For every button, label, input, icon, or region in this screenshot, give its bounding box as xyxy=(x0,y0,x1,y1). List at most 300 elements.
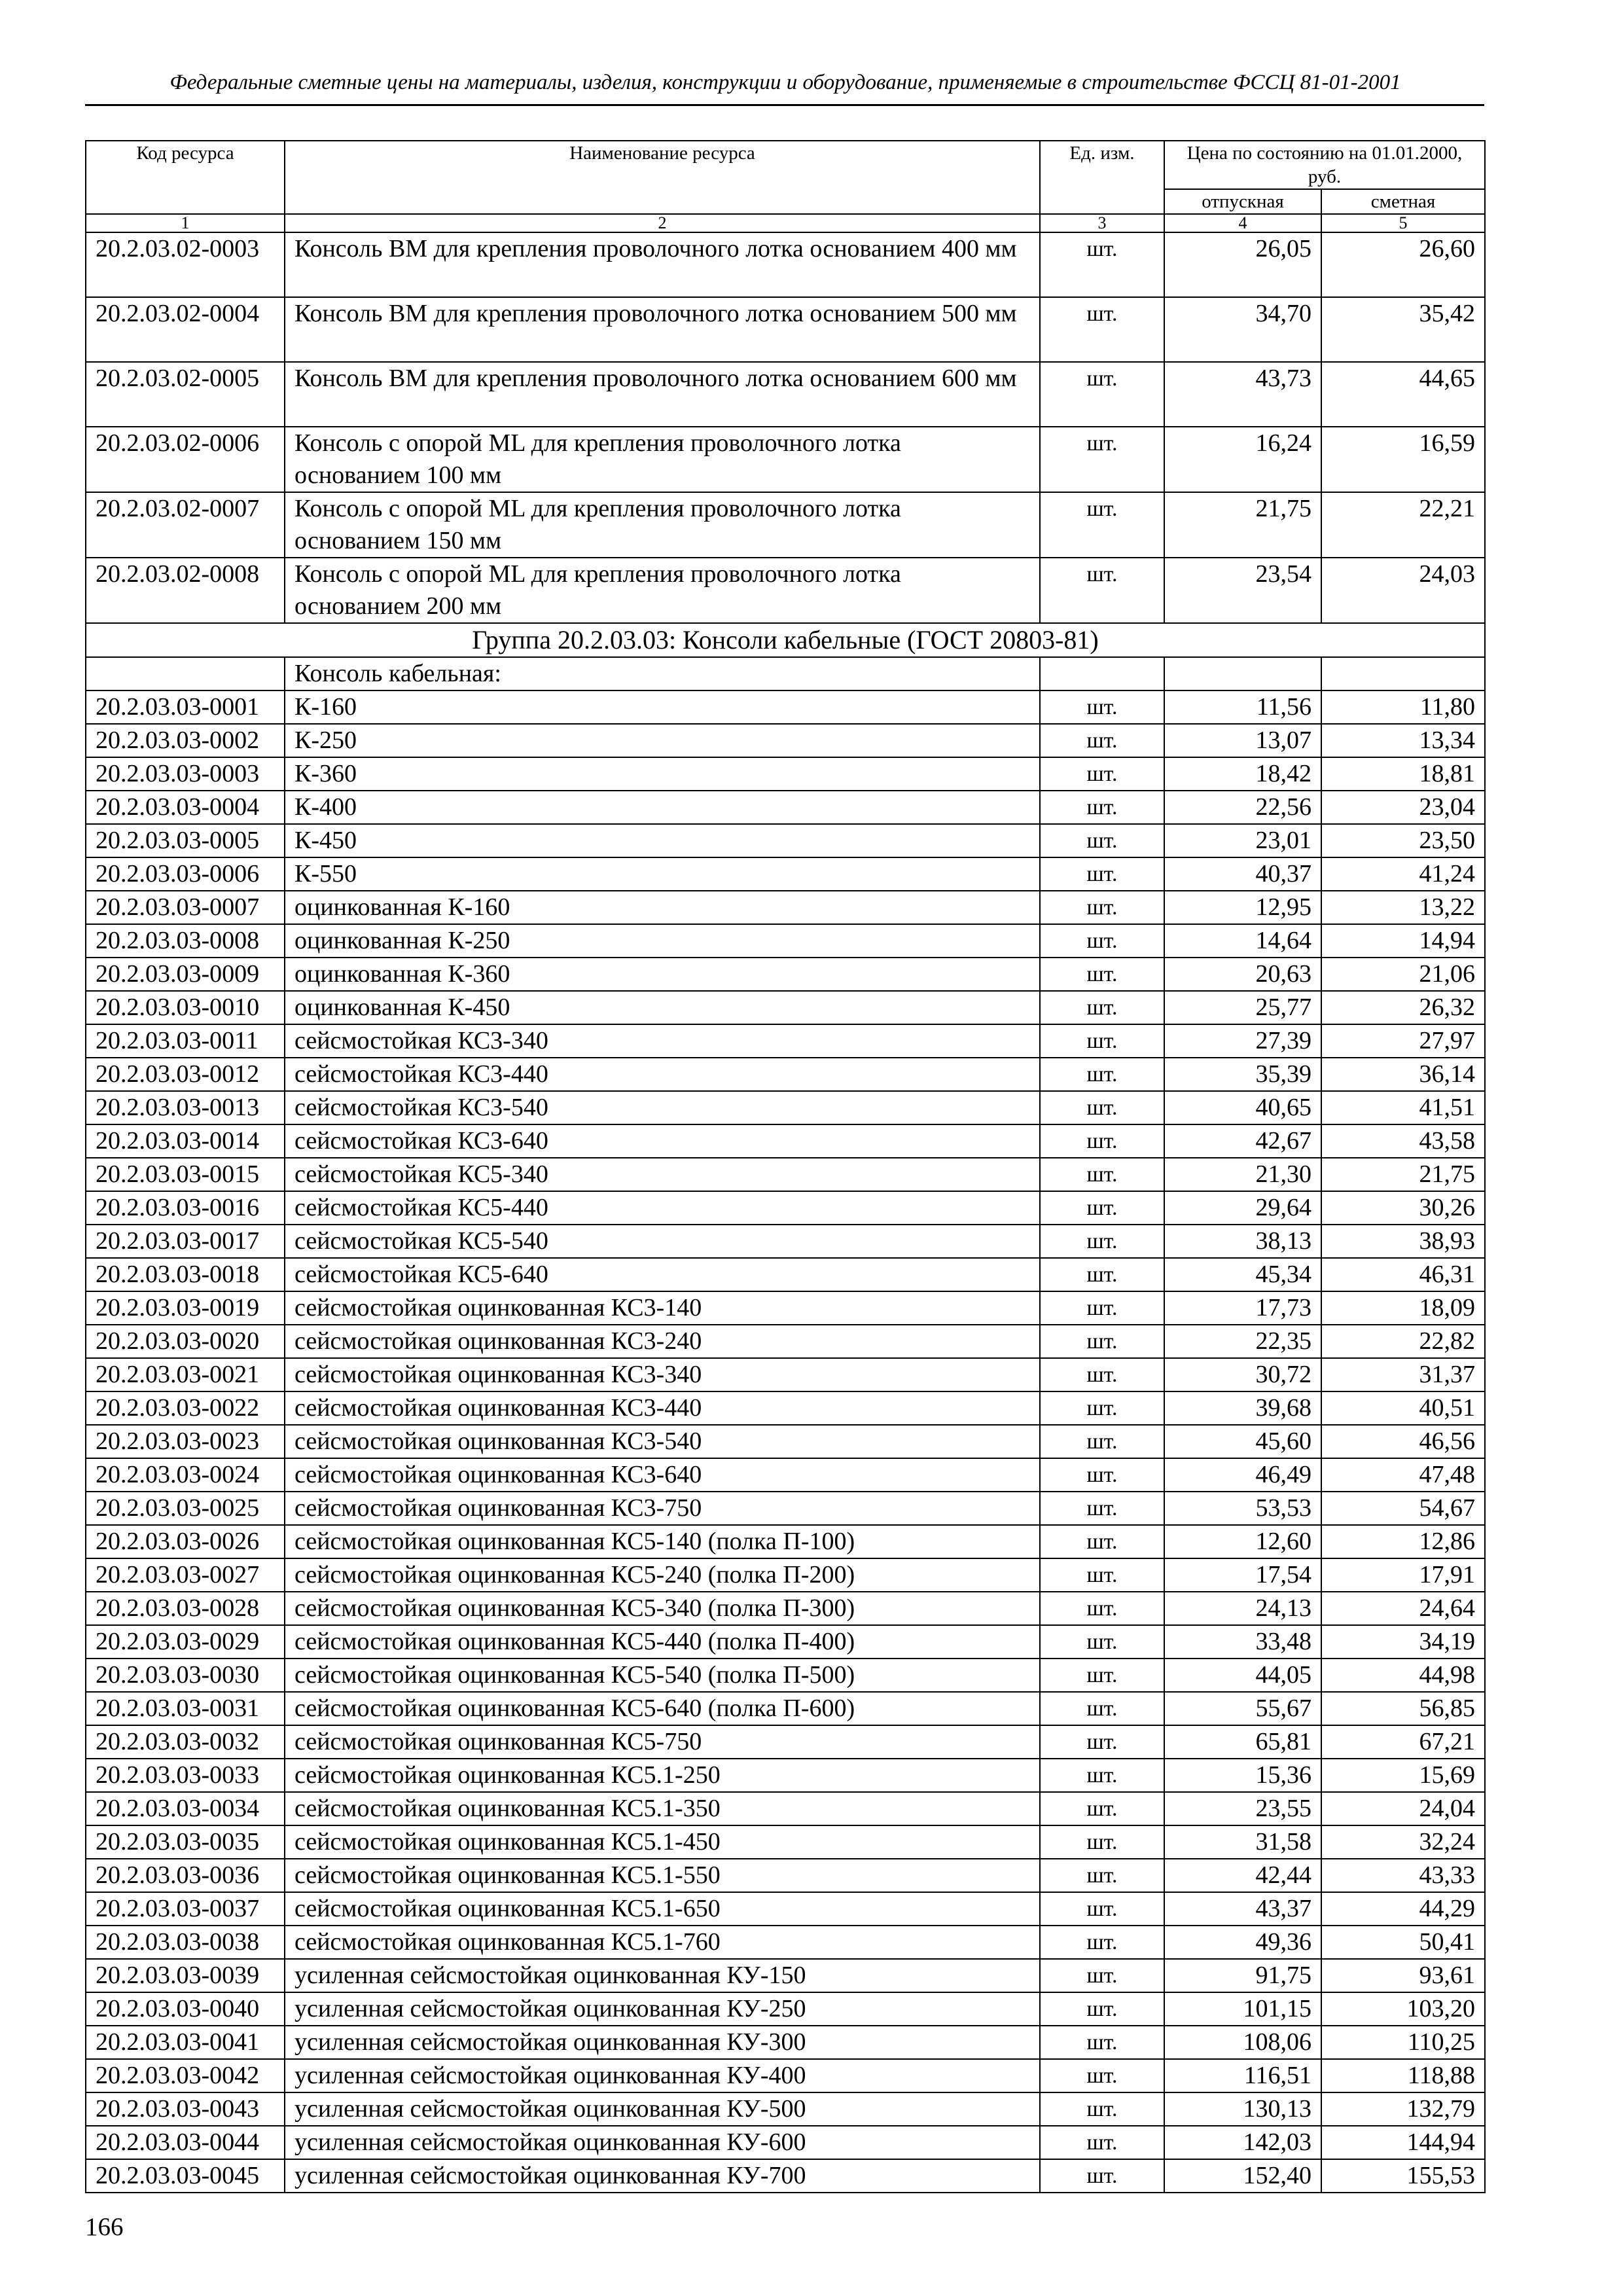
release-price: 45,60 xyxy=(1164,1425,1321,1458)
resource-name: сейсмостойкая оцинкованная КС5.1-650 xyxy=(285,1892,1040,1926)
table-row xyxy=(86,1458,1485,1492)
release-price: 42,44 xyxy=(1164,1859,1321,1892)
resource-name: сейсмостойкая оцинкованная КС5-750 xyxy=(285,1725,1040,1759)
running-header: Федеральные сметные цены на материалы, изделия, конструкции и оборудование, применяемые в строительстве ФССЦ 81-01-2001 xyxy=(169,71,1401,94)
unit-of-measure: шт. xyxy=(1040,1024,1164,1058)
resource-code: 20.2.03.03-0031 xyxy=(86,1692,285,1725)
unit-of-measure: шт. xyxy=(1040,2026,1164,2059)
price-table xyxy=(85,140,1486,2193)
release-price: 25,77 xyxy=(1164,991,1321,1024)
resource-code: 20.2.03.03-0041 xyxy=(86,2026,285,2059)
release-price: 14,64 xyxy=(1164,924,1321,958)
release-price: 12,60 xyxy=(1164,1525,1321,1558)
table-row xyxy=(86,1759,1485,1792)
rows-cable-consoles xyxy=(86,691,1485,2193)
table-row xyxy=(86,362,1485,427)
resource-name: усиленная сейсмостойкая оцинкованная КУ-250 xyxy=(285,1992,1040,2026)
resource-code: 20.2.03.03-0045 xyxy=(86,2159,285,2193)
table-row xyxy=(86,1124,1485,1158)
resource-name: сейсмостойкая оцинкованная КС5-440 (полка П-400) xyxy=(285,1625,1040,1659)
page-number: 166 xyxy=(85,2213,124,2241)
estimate-price: 38,93 xyxy=(1321,1225,1485,1258)
unit-of-measure: шт. xyxy=(1040,1892,1164,1926)
resource-name: Консоль ВМ для крепления проволочного лотка основанием 600 мм xyxy=(285,362,1040,427)
table-row xyxy=(86,1158,1485,1191)
table-row xyxy=(86,1291,1485,1325)
release-price: 20,63 xyxy=(1164,958,1321,991)
release-price: 46,49 xyxy=(1164,1458,1321,1492)
resource-code: 20.2.03.02-0007 xyxy=(86,492,285,558)
release-price: 49,36 xyxy=(1164,1926,1321,1959)
resource-name: оцинкованная К-250 xyxy=(285,924,1040,958)
table-row xyxy=(86,724,1485,757)
unit-of-measure: шт. xyxy=(1040,297,1164,362)
estimate-price: 13,22 xyxy=(1321,891,1485,924)
unit-of-measure: шт. xyxy=(1040,1592,1164,1625)
estimate-price: 27,97 xyxy=(1321,1024,1485,1058)
unit-of-measure: шт. xyxy=(1040,1792,1164,1825)
estimate-price: 14,94 xyxy=(1321,924,1485,958)
resource-name: оцинкованная К-360 xyxy=(285,958,1040,991)
estimate-price: 24,64 xyxy=(1321,1592,1485,1625)
unit-of-measure: шт. xyxy=(1040,1692,1164,1725)
table-row xyxy=(86,924,1485,958)
estimate-price: 54,67 xyxy=(1321,1492,1485,1525)
release-price: 22,35 xyxy=(1164,1325,1321,1358)
unit-of-measure: шт. xyxy=(1040,2059,1164,2092)
estimate-price: 155,53 xyxy=(1321,2159,1485,2193)
resource-code: 20.2.03.03-0011 xyxy=(86,1024,285,1058)
resource-code: 20.2.03.03-0016 xyxy=(86,1191,285,1225)
resource-name: сейсмостойкая КС3-440 xyxy=(285,1058,1040,1091)
estimate-price: 43,33 xyxy=(1321,1859,1485,1892)
table-row xyxy=(86,1358,1485,1391)
resource-name: сейсмостойкая оцинкованная КС5.1-250 xyxy=(285,1759,1040,1792)
table-row xyxy=(86,791,1485,824)
resource-name: сейсмостойкая оцинкованная КС3-750 xyxy=(285,1492,1040,1525)
empty-cell xyxy=(1321,657,1485,691)
table-row xyxy=(86,558,1485,623)
table-row xyxy=(86,2026,1485,2059)
unit-of-measure: шт. xyxy=(1040,1725,1164,1759)
col-number: 3 xyxy=(1040,214,1164,232)
header-release-price: отпускная xyxy=(1164,189,1321,214)
resource-code: 20.2.03.03-0027 xyxy=(86,1558,285,1592)
unit-of-measure: шт. xyxy=(1040,958,1164,991)
unit-of-measure: шт. xyxy=(1040,1191,1164,1225)
unit-of-measure: шт. xyxy=(1040,1825,1164,1859)
unit-of-measure: шт. xyxy=(1040,791,1164,824)
header-estimate-price: сметная xyxy=(1321,189,1485,214)
release-price: 31,58 xyxy=(1164,1825,1321,1859)
table-row xyxy=(86,691,1485,724)
release-price: 44,05 xyxy=(1164,1659,1321,1692)
resource-code: 20.2.03.02-0004 xyxy=(86,297,285,362)
unit-of-measure: шт. xyxy=(1040,924,1164,958)
unit-of-measure: шт. xyxy=(1040,492,1164,558)
estimate-price: 13,34 xyxy=(1321,724,1485,757)
unit-of-measure: шт. xyxy=(1040,991,1164,1024)
release-price: 43,37 xyxy=(1164,1892,1321,1926)
resource-name: сейсмостойкая КС5-640 xyxy=(285,1258,1040,1291)
release-price: 101,15 xyxy=(1164,1992,1321,2026)
table-row xyxy=(86,757,1485,791)
estimate-price: 26,32 xyxy=(1321,991,1485,1024)
release-price: 18,42 xyxy=(1164,757,1321,791)
estimate-price: 50,41 xyxy=(1321,1926,1485,1959)
resource-name: К-160 xyxy=(285,691,1040,724)
unit-of-measure: шт. xyxy=(1040,1659,1164,1692)
estimate-price: 30,26 xyxy=(1321,1191,1485,1225)
resource-name: сейсмостойкая оцинкованная КС5-640 (полка П-600) xyxy=(285,1692,1040,1725)
table-row xyxy=(86,1525,1485,1558)
release-price: 13,07 xyxy=(1164,724,1321,757)
resource-name: сейсмостойкая оцинкованная КС3-640 xyxy=(285,1458,1040,1492)
estimate-price: 118,88 xyxy=(1321,2059,1485,2092)
estimate-price: 24,03 xyxy=(1321,558,1485,623)
estimate-price: 12,86 xyxy=(1321,1525,1485,1558)
resource-name: сейсмостойкая оцинкованная КС5-140 (полка П-100) xyxy=(285,1525,1040,1558)
release-price: 29,64 xyxy=(1164,1191,1321,1225)
release-price: 42,67 xyxy=(1164,1124,1321,1158)
release-price: 38,13 xyxy=(1164,1225,1321,1258)
resource-code: 20.2.03.03-0036 xyxy=(86,1859,285,1892)
estimate-price: 32,24 xyxy=(1321,1825,1485,1859)
estimate-price: 11,80 xyxy=(1321,691,1485,724)
resource-code: 20.2.03.02-0006 xyxy=(86,427,285,492)
release-price: 65,81 xyxy=(1164,1725,1321,1759)
resource-code: 20.2.03.03-0034 xyxy=(86,1792,285,1825)
resource-code: 20.2.03.02-0005 xyxy=(86,362,285,427)
estimate-price: 24,04 xyxy=(1321,1792,1485,1825)
resource-code: 20.2.03.03-0013 xyxy=(86,1091,285,1124)
release-price: 24,13 xyxy=(1164,1592,1321,1625)
resource-code: 20.2.03.03-0039 xyxy=(86,1959,285,1992)
unit-of-measure: шт. xyxy=(1040,1759,1164,1792)
unit-of-measure: шт. xyxy=(1040,757,1164,791)
resource-name: сейсмостойкая оцинкованная КС3-540 xyxy=(285,1425,1040,1458)
table-row xyxy=(86,1024,1485,1058)
group-title: Группа 20.2.03.03: Консоли кабельные (ГОСТ 20803-81) xyxy=(86,623,1485,657)
resource-code: 20.2.03.03-0024 xyxy=(86,1458,285,1492)
estimate-price: 21,06 xyxy=(1321,958,1485,991)
release-price: 21,75 xyxy=(1164,492,1321,558)
unit-of-measure: шт. xyxy=(1040,1959,1164,1992)
table-row xyxy=(86,1892,1485,1926)
unit-of-measure: шт. xyxy=(1040,1158,1164,1191)
estimate-price: 31,37 xyxy=(1321,1358,1485,1391)
resource-name: оцинкованная К-160 xyxy=(285,891,1040,924)
resource-code: 20.2.03.03-0030 xyxy=(86,1659,285,1692)
table-row xyxy=(86,427,1485,492)
unit-of-measure: шт. xyxy=(1040,2126,1164,2159)
resource-code: 20.2.03.03-0010 xyxy=(86,991,285,1024)
table-row xyxy=(86,1325,1485,1358)
table-row xyxy=(86,2092,1485,2126)
resource-code: 20.2.03.03-0001 xyxy=(86,691,285,724)
estimate-price: 15,69 xyxy=(1321,1759,1485,1792)
estimate-price: 26,60 xyxy=(1321,232,1485,297)
table-row xyxy=(86,1091,1485,1124)
table-row xyxy=(86,2059,1485,2092)
estimate-price: 56,85 xyxy=(1321,1692,1485,1725)
resource-name: сейсмостойкая КС3-540 xyxy=(285,1091,1040,1124)
resource-code: 20.2.03.03-0032 xyxy=(86,1725,285,1759)
estimate-price: 103,20 xyxy=(1321,1992,1485,2026)
header-unit: Ед. изм. xyxy=(1040,141,1164,214)
unit-of-measure: шт. xyxy=(1040,427,1164,492)
estimate-price: 21,75 xyxy=(1321,1158,1485,1191)
resource-name: оцинкованная К-450 xyxy=(285,991,1040,1024)
release-price: 108,06 xyxy=(1164,2026,1321,2059)
unit-of-measure: шт. xyxy=(1040,691,1164,724)
estimate-price: 22,82 xyxy=(1321,1325,1485,1358)
resource-name: Консоль с опорой ML для крепления проволочного лотка основанием 200 мм xyxy=(285,558,1040,623)
empty-cell xyxy=(86,657,285,691)
unit-of-measure: шт. xyxy=(1040,1058,1164,1091)
release-price: 34,70 xyxy=(1164,297,1321,362)
release-price: 11,56 xyxy=(1164,691,1321,724)
unit-of-measure: шт. xyxy=(1040,1992,1164,2026)
release-price: 16,24 xyxy=(1164,427,1321,492)
resource-code: 20.2.03.03-0022 xyxy=(86,1391,285,1425)
estimate-price: 34,19 xyxy=(1321,1625,1485,1659)
resource-name: усиленная сейсмостойкая оцинкованная КУ-500 xyxy=(285,2092,1040,2126)
table-row xyxy=(86,1558,1485,1592)
estimate-price: 41,24 xyxy=(1321,857,1485,891)
unit-of-measure: шт. xyxy=(1040,558,1164,623)
resource-name: К-360 xyxy=(285,757,1040,791)
estimate-price: 18,09 xyxy=(1321,1291,1485,1325)
estimate-price: 23,04 xyxy=(1321,791,1485,824)
unit-of-measure: шт. xyxy=(1040,1458,1164,1492)
release-price: 30,72 xyxy=(1164,1358,1321,1391)
table-row xyxy=(86,1492,1485,1525)
release-price: 40,37 xyxy=(1164,857,1321,891)
resource-code: 20.2.03.03-0019 xyxy=(86,1291,285,1325)
table-row xyxy=(86,1625,1485,1659)
resource-code: 20.2.03.03-0005 xyxy=(86,824,285,857)
table-row xyxy=(86,2159,1485,2193)
resource-name: сейсмостойкая оцинкованная КС5-340 (полка П-300) xyxy=(285,1592,1040,1625)
unit-of-measure: шт. xyxy=(1040,1225,1164,1258)
release-price: 17,54 xyxy=(1164,1558,1321,1592)
resource-name: Консоль ВМ для крепления проволочного лотка основанием 400 мм xyxy=(285,232,1040,297)
estimate-price: 18,81 xyxy=(1321,757,1485,791)
estimate-price: 17,91 xyxy=(1321,1558,1485,1592)
table-row xyxy=(86,492,1485,558)
release-price: 15,36 xyxy=(1164,1759,1321,1792)
resource-name: Консоль ВМ для крепления проволочного лотка основанием 500 мм xyxy=(285,297,1040,362)
resource-code: 20.2.03.03-0044 xyxy=(86,2126,285,2159)
resource-code: 20.2.03.03-0028 xyxy=(86,1592,285,1625)
unit-of-measure: шт. xyxy=(1040,2159,1164,2193)
resource-name: сейсмостойкая оцинкованная КС3-340 xyxy=(285,1358,1040,1391)
header-name: Наименование ресурса xyxy=(285,141,1040,214)
col-number: 1 xyxy=(86,214,285,232)
empty-cell xyxy=(1040,657,1164,691)
table-row xyxy=(86,1926,1485,1959)
unit-of-measure: шт. xyxy=(1040,232,1164,297)
unit-of-measure: шт. xyxy=(1040,1358,1164,1391)
estimate-price: 144,94 xyxy=(1321,2126,1485,2159)
table-row xyxy=(86,1191,1485,1225)
unit-of-measure: шт. xyxy=(1040,891,1164,924)
unit-of-measure: шт. xyxy=(1040,362,1164,427)
resource-name: К-550 xyxy=(285,857,1040,891)
resource-code: 20.2.03.03-0012 xyxy=(86,1058,285,1091)
release-price: 12,95 xyxy=(1164,891,1321,924)
unit-of-measure: шт. xyxy=(1040,1425,1164,1458)
resource-name: сейсмостойкая КС5-340 xyxy=(285,1158,1040,1191)
unit-of-measure: шт. xyxy=(1040,824,1164,857)
table-row xyxy=(86,1659,1485,1692)
resource-name: Консоль с опорой ML для крепления проволочного лотка основанием 100 мм xyxy=(285,427,1040,492)
release-price: 43,73 xyxy=(1164,362,1321,427)
release-price: 26,05 xyxy=(1164,232,1321,297)
unit-of-measure: шт. xyxy=(1040,1124,1164,1158)
col-number: 2 xyxy=(285,214,1040,232)
resource-code: 20.2.03.03-0035 xyxy=(86,1825,285,1859)
estimate-price: 22,21 xyxy=(1321,492,1485,558)
estimate-price: 23,50 xyxy=(1321,824,1485,857)
resource-code: 20.2.03.03-0004 xyxy=(86,791,285,824)
release-price: 130,13 xyxy=(1164,2092,1321,2126)
resource-code: 20.2.03.03-0033 xyxy=(86,1759,285,1792)
table-row xyxy=(86,1792,1485,1825)
table-row xyxy=(86,1592,1485,1625)
resource-code: 20.2.03.03-0023 xyxy=(86,1425,285,1458)
unit-of-measure: шт. xyxy=(1040,1625,1164,1659)
table-row xyxy=(86,1058,1485,1091)
table-row xyxy=(86,824,1485,857)
table-row xyxy=(86,297,1485,362)
resource-name: сейсмостойкая оцинкованная КС3-140 xyxy=(285,1291,1040,1325)
resource-code: 20.2.03.03-0042 xyxy=(86,2059,285,2092)
table-row xyxy=(86,2126,1485,2159)
resource-name: сейсмостойкая оцинкованная КС5.1-550 xyxy=(285,1859,1040,1892)
col-number: 5 xyxy=(1321,214,1485,232)
table-row xyxy=(86,991,1485,1024)
resource-name: сейсмостойкая КС3-340 xyxy=(285,1024,1040,1058)
unit-of-measure: шт. xyxy=(1040,1258,1164,1291)
resource-code: 20.2.03.03-0014 xyxy=(86,1124,285,1158)
estimate-price: 46,56 xyxy=(1321,1425,1485,1458)
resource-name: сейсмостойкая оцинкованная КС3-440 xyxy=(285,1391,1040,1425)
unit-of-measure: шт. xyxy=(1040,1391,1164,1425)
release-price: 27,39 xyxy=(1164,1024,1321,1058)
resource-code: 20.2.03.03-0020 xyxy=(86,1325,285,1358)
resource-code: 20.2.03.03-0025 xyxy=(86,1492,285,1525)
release-price: 23,54 xyxy=(1164,558,1321,623)
unit-of-measure: шт. xyxy=(1040,1558,1164,1592)
release-price: 22,56 xyxy=(1164,791,1321,824)
table-row xyxy=(86,1859,1485,1892)
estimate-price: 46,31 xyxy=(1321,1258,1485,1291)
estimate-price: 110,25 xyxy=(1321,2026,1485,2059)
resource-code: 20.2.03.03-0021 xyxy=(86,1358,285,1391)
estimate-price: 16,59 xyxy=(1321,427,1485,492)
resource-code: 20.2.03.03-0007 xyxy=(86,891,285,924)
estimate-price: 35,42 xyxy=(1321,297,1485,362)
resource-name: Консоль с опорой ML для крепления проволочного лотка основанием 150 мм xyxy=(285,492,1040,558)
estimate-price: 41,51 xyxy=(1321,1091,1485,1124)
table-row xyxy=(86,958,1485,991)
table-row xyxy=(86,1725,1485,1759)
resource-name: усиленная сейсмостойкая оцинкованная КУ-150 xyxy=(285,1959,1040,1992)
table-row xyxy=(86,232,1485,297)
release-price: 152,40 xyxy=(1164,2159,1321,2193)
release-price: 35,39 xyxy=(1164,1058,1321,1091)
estimate-price: 67,21 xyxy=(1321,1725,1485,1759)
resource-code: 20.2.03.03-0040 xyxy=(86,1992,285,2026)
header-price: Цена по состоянию на 01.01.2000, руб. xyxy=(1164,141,1485,189)
release-price: 53,53 xyxy=(1164,1492,1321,1525)
table-row xyxy=(86,1258,1485,1291)
rows-consoles-wire-tray xyxy=(86,232,1485,623)
release-price: 39,68 xyxy=(1164,1391,1321,1425)
estimate-price: 36,14 xyxy=(1321,1058,1485,1091)
resource-code: 20.2.03.03-0017 xyxy=(86,1225,285,1258)
resource-code: 20.2.03.03-0003 xyxy=(86,757,285,791)
resource-code: 20.2.03.03-0006 xyxy=(86,857,285,891)
table-row xyxy=(86,1692,1485,1725)
resource-name: усиленная сейсмостойкая оцинкованная КУ-600 xyxy=(285,2126,1040,2159)
resource-code: 20.2.03.03-0037 xyxy=(86,1892,285,1926)
table-row xyxy=(86,1992,1485,2026)
release-price: 23,01 xyxy=(1164,824,1321,857)
resource-name: усиленная сейсмостойкая оцинкованная КУ-300 xyxy=(285,2026,1040,2059)
resource-code: 20.2.03.03-0002 xyxy=(86,724,285,757)
unit-of-measure: шт. xyxy=(1040,857,1164,891)
resource-name: К-400 xyxy=(285,791,1040,824)
resource-name: усиленная сейсмостойкая оцинкованная КУ-400 xyxy=(285,2059,1040,2092)
resource-name: сейсмостойкая оцинкованная КС3-240 xyxy=(285,1325,1040,1358)
unit-of-measure: шт. xyxy=(1040,1926,1164,1959)
unit-of-measure: шт. xyxy=(1040,1492,1164,1525)
release-price: 33,48 xyxy=(1164,1625,1321,1659)
table-row xyxy=(86,1425,1485,1458)
unit-of-measure: шт. xyxy=(1040,1291,1164,1325)
resource-name: сейсмостойкая оцинкованная КС5-240 (полка П-200) xyxy=(285,1558,1040,1592)
table-row xyxy=(86,1825,1485,1859)
resource-name: К-450 xyxy=(285,824,1040,857)
table-row xyxy=(86,857,1485,891)
unit-of-measure: шт. xyxy=(1040,1325,1164,1358)
col-number: 4 xyxy=(1164,214,1321,232)
estimate-price: 44,29 xyxy=(1321,1892,1485,1926)
subgroup-label: Консоль кабельная: xyxy=(285,657,1040,691)
estimate-price: 132,79 xyxy=(1321,2092,1485,2126)
unit-of-measure: шт. xyxy=(1040,1525,1164,1558)
release-price: 142,03 xyxy=(1164,2126,1321,2159)
release-price: 45,34 xyxy=(1164,1258,1321,1291)
resource-code: 20.2.03.03-0043 xyxy=(86,2092,285,2126)
resource-code: 20.2.03.03-0029 xyxy=(86,1625,285,1659)
release-price: 23,55 xyxy=(1164,1792,1321,1825)
resource-code: 20.2.03.03-0038 xyxy=(86,1926,285,1959)
resource-name: сейсмостойкая оцинкованная КС5.1-760 xyxy=(285,1926,1040,1959)
resource-code: 20.2.03.03-0015 xyxy=(86,1158,285,1191)
estimate-price: 40,51 xyxy=(1321,1391,1485,1425)
resource-code: 20.2.03.03-0008 xyxy=(86,924,285,958)
resource-code: 20.2.03.02-0003 xyxy=(86,232,285,297)
resource-name: усиленная сейсмостойкая оцинкованная КУ-700 xyxy=(285,2159,1040,2193)
unit-of-measure: шт. xyxy=(1040,2092,1164,2126)
estimate-price: 43,58 xyxy=(1321,1124,1485,1158)
header-code: Код ресурса xyxy=(86,141,285,214)
empty-cell xyxy=(1164,657,1321,691)
